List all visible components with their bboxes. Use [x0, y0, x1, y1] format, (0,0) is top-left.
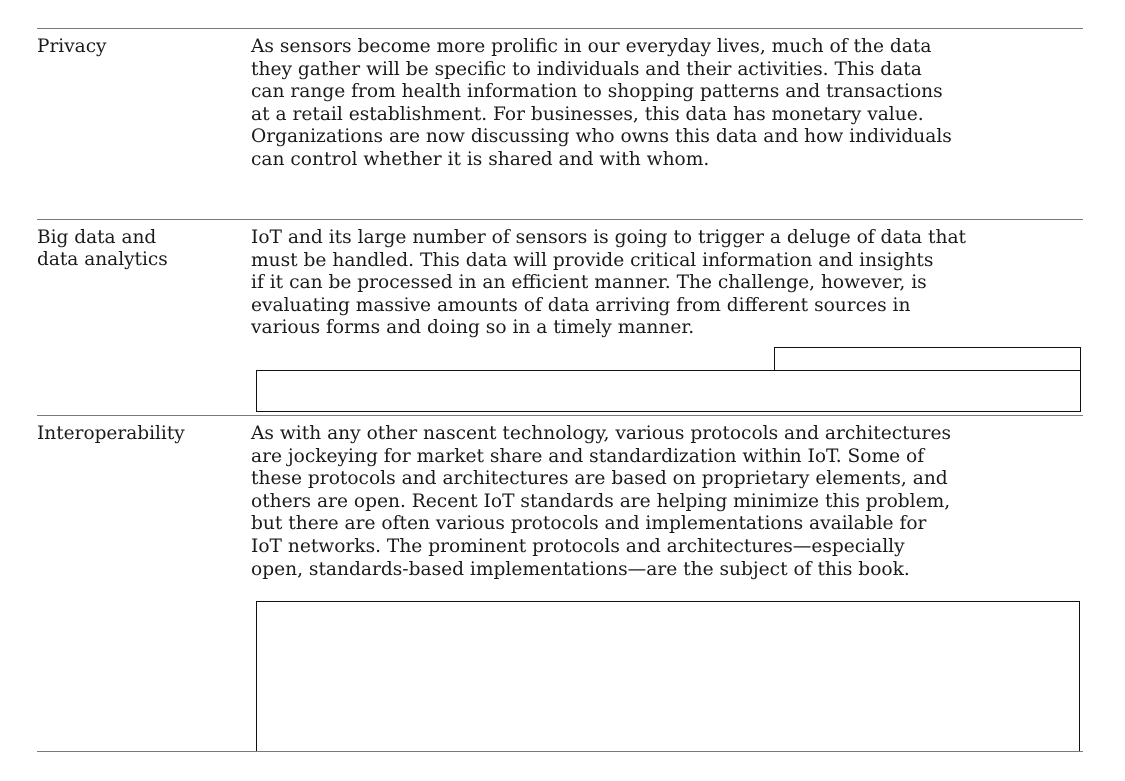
row-term: Big data and data analytics — [37, 227, 168, 270]
row-description — [251, 227, 1081, 340]
description-line: Organizations are now discussing who owns this data and how individuals — [251, 126, 952, 148]
row-description — [251, 36, 1081, 172]
iot-challenges-table — [37, 0, 1083, 781]
description-line: As sensors become more prolific in our everyday lives, much of the data — [251, 36, 932, 57]
row-term: Privacy — [37, 36, 107, 57]
row-description — [251, 423, 1081, 581]
description-line: must be handled. This data will provide critical information and insights — [251, 249, 934, 271]
description-line: open, standards-based implementations—are the subject of this book. — [251, 558, 910, 580]
description-line: are jockeying for market share and standardization within IoT. Some of — [251, 445, 925, 467]
description-line: if it can be processed in an efficient manner. The challenge, however, is — [251, 272, 927, 294]
redaction-box — [256, 370, 1081, 412]
description-line: at a retail establishment. For businesses, this data has monetary value. — [251, 103, 924, 125]
description-line: can range from health information to shopping patterns and transactions — [251, 81, 943, 103]
description-line: others are open. Recent IoT standards are helping minimize this problem, — [251, 490, 951, 512]
description-line: IoT networks. The prominent protocols and architectures—especially — [251, 535, 905, 557]
description-line: As with any other nascent technology, various protocols and architectures — [251, 423, 951, 444]
description-line: can control whether it is shared and with whom. — [251, 148, 710, 170]
table-bottom-rule — [37, 751, 1083, 752]
description-line: these protocols and architectures are based on proprietary elements, and — [251, 468, 948, 490]
redaction-box — [256, 601, 1080, 752]
description-line: various forms and doing so in a timely manner. — [251, 317, 695, 339]
description-line: but there are often various protocols and implementations available for — [251, 513, 927, 535]
table-top-rule — [37, 28, 1083, 29]
description-line: evaluating massive amounts of data arriving from different sources in — [251, 294, 911, 316]
row-divider — [37, 219, 1083, 220]
row-divider — [37, 415, 1083, 416]
description-line: they gather will be specific to individuals and their activities. This data — [251, 58, 922, 80]
row-term: Interoperability — [37, 423, 185, 444]
description-line: IoT and its large number of sensors is going to trigger a deluge of data that — [251, 227, 967, 248]
redaction-box — [774, 347, 1081, 371]
